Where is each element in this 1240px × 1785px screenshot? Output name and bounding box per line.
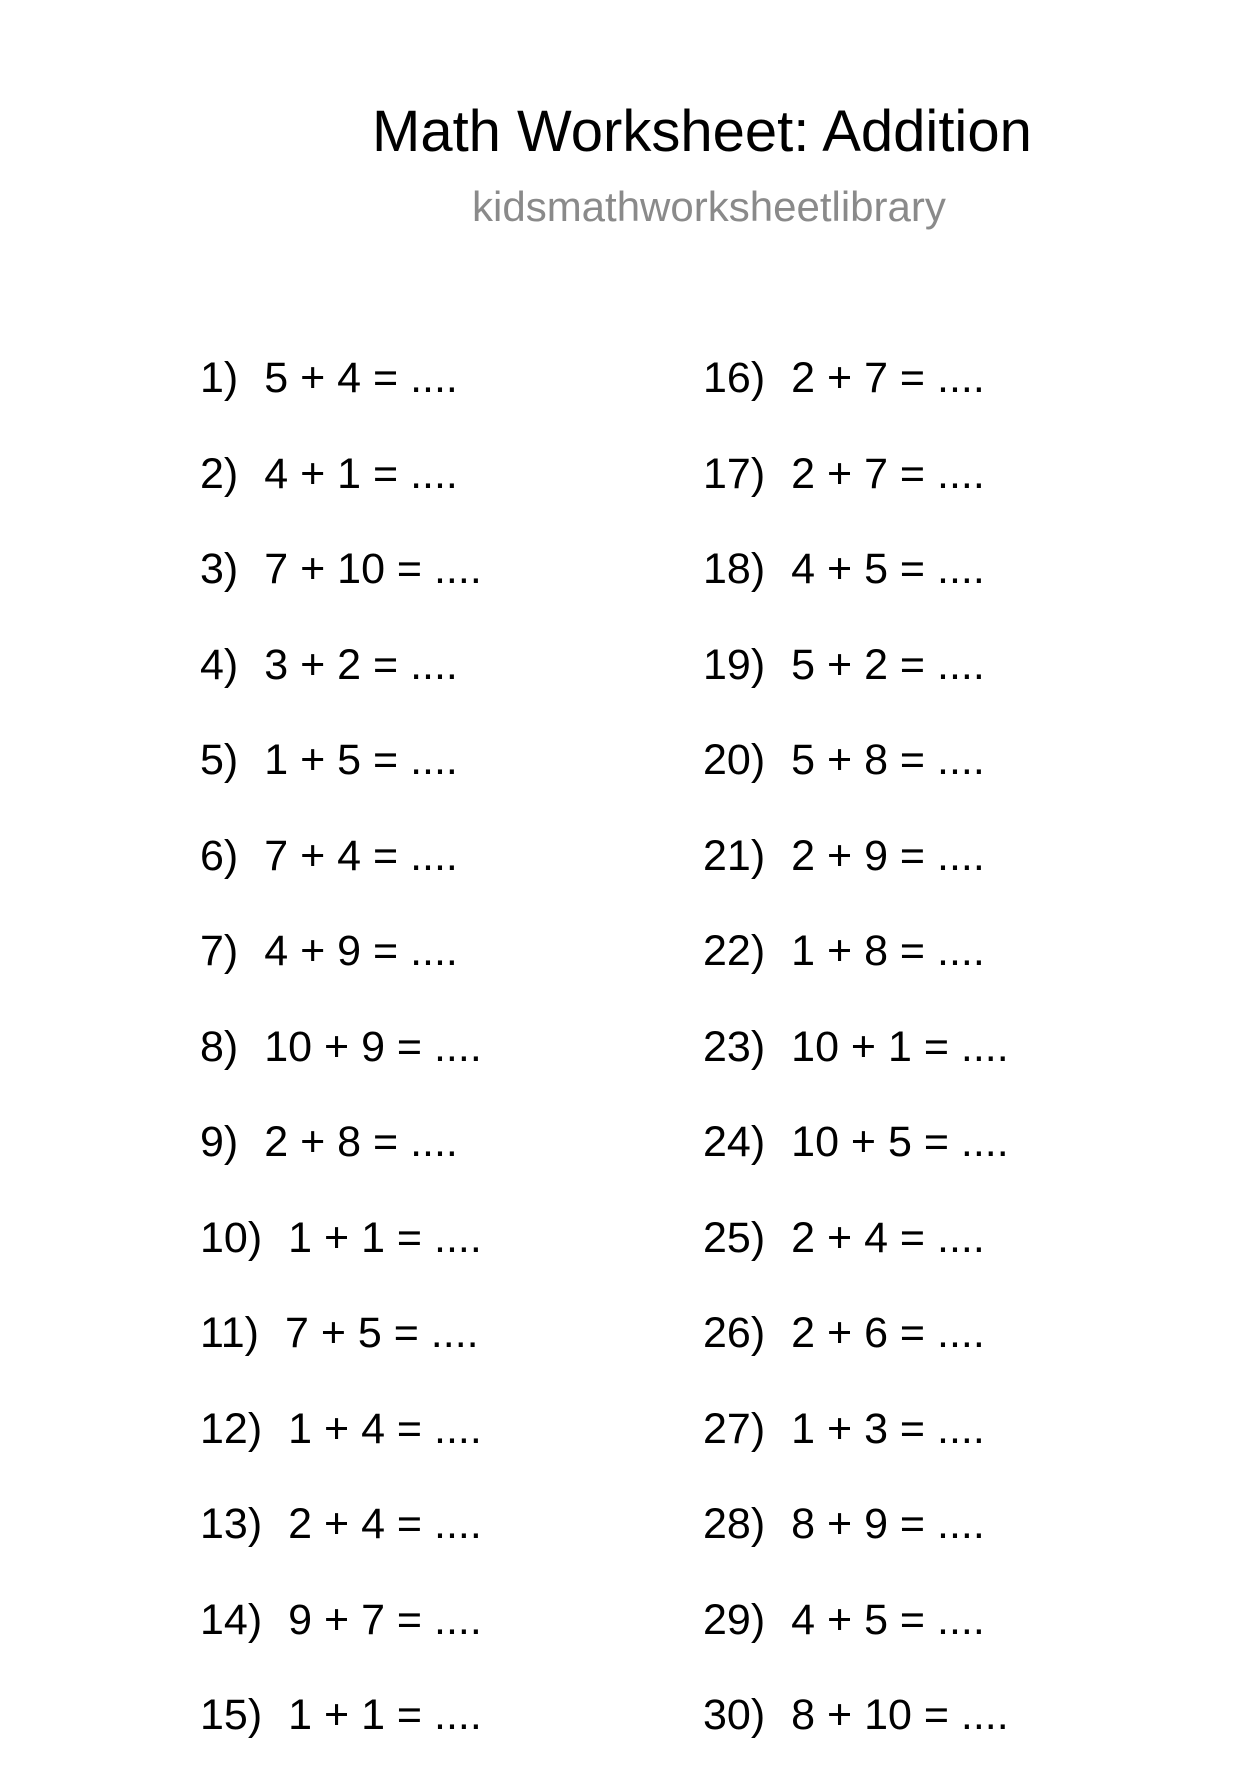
problem-18 (703, 543, 1009, 639)
problem-11 (200, 1307, 482, 1403)
problem-number: 2) (200, 449, 239, 498)
problem-expression: 2 + 8 = .... (264, 1118, 458, 1166)
problem-expression: 2 + 6 = .... (791, 1309, 985, 1357)
problem-1 (200, 352, 482, 448)
problem-expression: 1 + 4 = .... (288, 1404, 482, 1453)
problem-number: 26) (703, 1309, 766, 1357)
problem-28 (703, 1498, 1009, 1594)
problem-expression: 7 + 5 = .... (284, 1309, 479, 1357)
problem-15 (200, 1689, 482, 1785)
problem-expression: 1 + 5 = .... (264, 736, 458, 784)
problem-number: 22) (703, 927, 766, 975)
problem-expression: 7 + 10 = .... (264, 545, 482, 593)
problem-expression: 4 + 5 = .... (791, 1595, 985, 1644)
problem-expression: 8 + 9 = .... (791, 1500, 985, 1548)
problem-number: 16) (703, 354, 766, 402)
problem-20 (703, 734, 1009, 830)
problem-expression: 8 + 10 = .... (791, 1691, 1009, 1739)
problem-number: 9) (200, 1118, 239, 1166)
problem-number: 5) (200, 736, 239, 784)
problem-number: 11) (200, 1309, 259, 1357)
problem-column-left (200, 352, 482, 1785)
problem-24 (703, 1116, 1009, 1212)
problem-number: 14) (200, 1595, 263, 1644)
problem-19 (703, 639, 1009, 735)
problem-expression: 1 + 3 = .... (791, 1404, 985, 1453)
problem-expression: 2 + 7 = .... (791, 449, 985, 498)
problem-expression: 1 + 8 = .... (791, 927, 985, 975)
problem-10 (200, 1212, 482, 1308)
problem-21 (703, 830, 1009, 926)
problem-column-right (703, 352, 1009, 1785)
problem-number: 12) (200, 1404, 263, 1453)
problem-number: 1) (200, 354, 239, 402)
problem-number: 28) (703, 1500, 766, 1548)
problem-expression: 2 + 7 = .... (791, 354, 985, 402)
problem-number: 13) (200, 1500, 263, 1548)
problem-expression: 2 + 4 = .... (791, 1213, 985, 1262)
problem-number: 23) (703, 1022, 766, 1071)
problem-17 (703, 448, 1009, 544)
problem-30 (703, 1689, 1009, 1785)
problem-number: 6) (200, 831, 239, 880)
problem-expression: 9 + 7 = .... (288, 1595, 482, 1644)
problem-number: 27) (703, 1404, 766, 1453)
problem-2 (200, 448, 482, 544)
problem-number: 18) (703, 545, 766, 593)
worksheet-subtitle: kidsmathworksheetlibrary (472, 183, 946, 230)
problem-number: 7) (200, 927, 239, 975)
problem-12 (200, 1403, 482, 1499)
problem-expression: 5 + 4 = .... (264, 354, 458, 402)
problem-number: 4) (200, 640, 239, 689)
problem-number: 10) (200, 1213, 263, 1262)
problem-13 (200, 1498, 482, 1594)
problem-number: 21) (703, 831, 766, 880)
problem-expression: 10 + 9 = .... (264, 1022, 482, 1071)
problem-25 (703, 1212, 1009, 1308)
problem-expression: 4 + 1 = .... (264, 449, 458, 498)
problem-3 (200, 543, 482, 639)
problem-expression: 3 + 2 = .... (264, 640, 458, 689)
problem-number: 8) (200, 1022, 239, 1071)
problem-number: 29) (703, 1595, 766, 1644)
problem-5 (200, 734, 482, 830)
problem-expression: 2 + 4 = .... (288, 1500, 482, 1548)
problem-7 (200, 925, 482, 1021)
problem-expression: 5 + 2 = .... (791, 640, 985, 689)
problem-expression: 10 + 5 = .... (791, 1118, 1009, 1166)
worksheet-title: Math Worksheet: Addition (372, 99, 1032, 164)
problem-number: 17) (703, 449, 766, 498)
problem-14 (200, 1594, 482, 1690)
problem-23 (703, 1021, 1009, 1117)
problem-expression: 5 + 8 = .... (791, 736, 985, 784)
problem-expression: 1 + 1 = .... (288, 1213, 482, 1262)
problem-16 (703, 352, 1009, 448)
problem-expression: 4 + 5 = .... (791, 545, 985, 593)
problem-8 (200, 1021, 482, 1117)
problem-29 (703, 1594, 1009, 1690)
problem-number: 30) (703, 1691, 766, 1739)
problem-number: 24) (703, 1118, 766, 1166)
problem-9 (200, 1116, 482, 1212)
problem-expression: 7 + 4 = .... (264, 831, 458, 880)
problem-27 (703, 1403, 1009, 1499)
problem-expression: 10 + 1 = .... (791, 1022, 1009, 1071)
problem-expression: 2 + 9 = .... (791, 831, 985, 880)
problem-number: 20) (703, 736, 766, 784)
problem-26 (703, 1307, 1009, 1403)
problem-6 (200, 830, 482, 926)
problem-number: 19) (703, 640, 766, 689)
problem-4 (200, 639, 482, 735)
problem-number: 15) (200, 1691, 263, 1739)
problem-22 (703, 925, 1009, 1021)
problem-number: 25) (703, 1213, 766, 1262)
problem-expression: 1 + 1 = .... (288, 1691, 482, 1739)
problem-number: 3) (200, 545, 239, 593)
problem-expression: 4 + 9 = .... (264, 927, 458, 975)
